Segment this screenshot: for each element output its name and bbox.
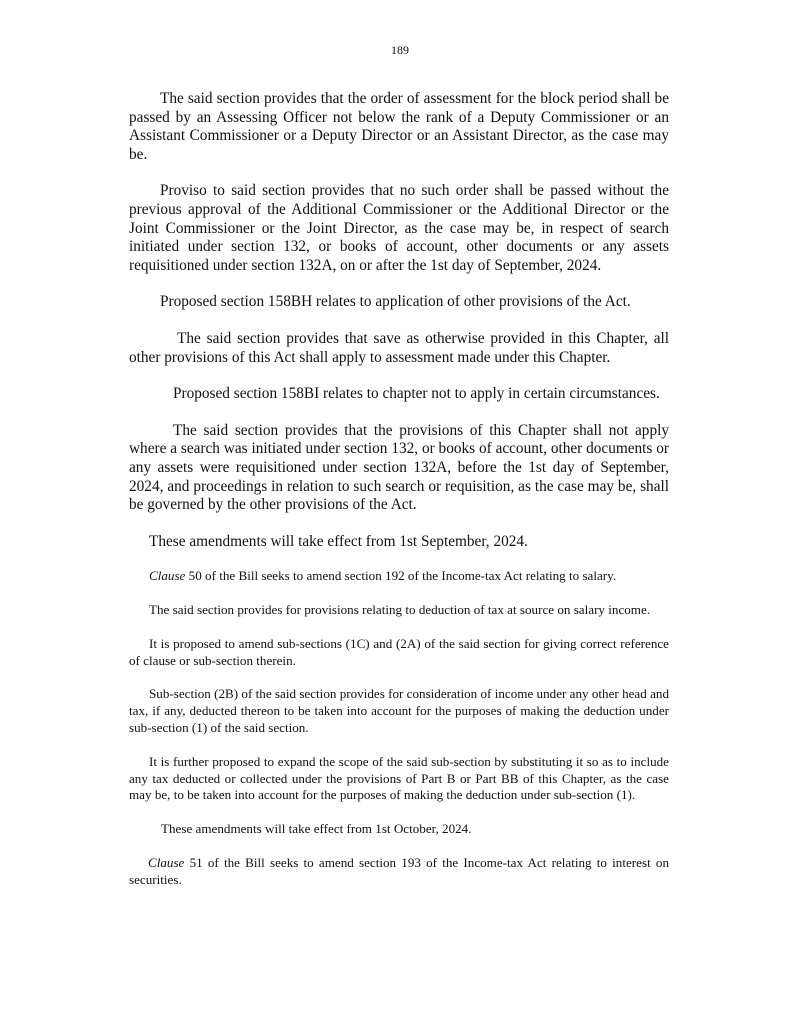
paragraph-chapter-not-apply: The said section provides that the provisions of this Chapter shall not apply where a search was initiated under section 132, or books of account, other documents or any assets were requisitioned under section 132A, before the 1st day of September, 2024, and proceedings in relation to such search or requisition, as the case may be, shall be governed by the other provisions of the Act. [129,421,669,514]
paragraph-other-provisions: The said section provides that save as otherwise provided in this Chapter, all other provisions of this Act shall apply to assessment made under this Chapter. [129,329,669,366]
paragraph-salary-tds: The said section provides for provisions relating to deduction of tax at source on salary income. [149,602,651,618]
paragraph-section-158bh: Proposed section 158BH relates to application of other provisions of the Act. [160,293,631,311]
paragraph-amend-subsections: It is proposed to amend sub-sections (1C) and (2A) of the said section for giving correct reference of clause or sub-section therein. [129,635,669,668]
clause-51-label: Clause [148,855,185,871]
paragraph-clause-50 [129,568,669,585]
paragraph-assessment-order: The said section provides that the order of assessment for the block period shall be passed by an Assessing Officer not below the rank of a Deputy Commissioner or an Assistant Commissioner or a Deputy Director or an Assistant Director, as the case may be. [129,90,669,163]
clause-51-text: 51 of the Bill seeks to amend section 193 of the Income-tax Act relating to interest on securities. [129,855,669,887]
page-number: 189 [391,43,409,57]
paragraph-effect-october: These amendments will take effect from 1st October, 2024. [161,821,472,837]
paragraph-clause-51 [129,855,669,889]
paragraph-proviso: Proviso to said section provides that no such order shall be passed without the previous approval of the Additional Commissioner or the Additional Director or the Joint Commissioner or the Joint Director, as the case may be, in respect of search initiated under section 132, or books of account, other documents or any assets requisitioned under section 132A, on or after the 1st day of September, 2024. [129,182,669,274]
paragraph-section-158bi: Proposed section 158BI relates to chapter not to apply in certain circumstances. [173,385,660,403]
paragraph-expand-scope: It is further proposed to expand the scope of the said sub-section by substituting it so as to include any tax deducted or collected under the provisions of Part B or Part BB of this Chapter, as the case may be, to be taken into account for the purposes of making the deduction under sub-section (1). [129,753,669,803]
paragraph-effect-september: These amendments will take effect from 1st September, 2024. [149,532,528,550]
clause-50-text: 50 of the Bill seeks to amend section 192 of the Income-tax Act relating to salary. [185,568,617,584]
page-body [129,90,669,889]
clause-50-label: Clause [149,568,186,584]
paragraph-subsection-2b: Sub-section (2B) of the said section provides for consideration of income under any other head and tax, if any, deducted thereon to be taken into account for the purposes of making the deduction under sub-section (1) of the said section. [129,686,669,736]
